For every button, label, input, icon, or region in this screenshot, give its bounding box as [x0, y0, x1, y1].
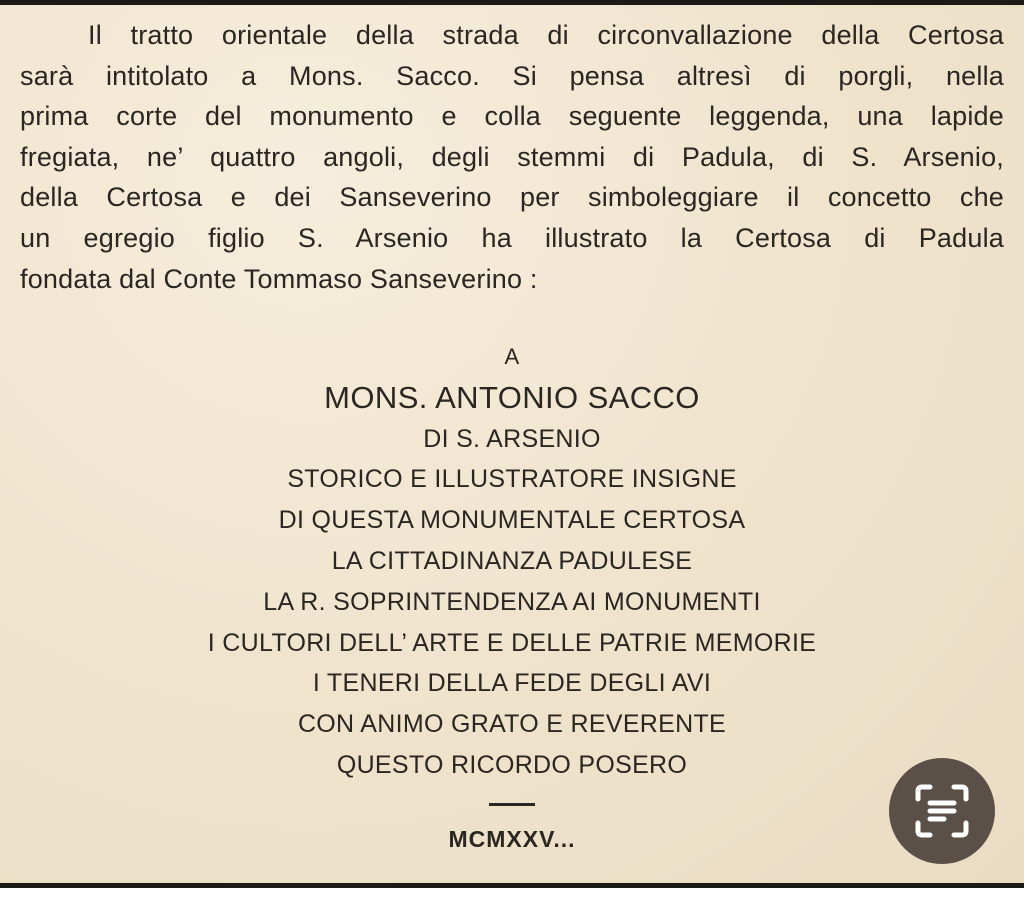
inscription-line: STORICO E ILLUSTRATORE INSIGNE	[287, 465, 737, 494]
paragraph-line: fregiata, ne’ quattro angoli, degli stemmi di Padula, di S. Arsenio,	[20, 141, 1004, 172]
paragraph-line: della Certosa e dei Sanseverino per simboleggiare il concetto che	[20, 182, 1004, 213]
inscription-line: DI S. ARSENIO	[423, 424, 601, 453]
inscription-line: I TENERI DELLA FEDE DEGLI AVI	[312, 669, 712, 698]
paragraph-line: sarà intitolato a Mons. Sacco. Si pensa altresì di porgli, nella	[20, 60, 1004, 91]
inscription-date: MCMXXV...	[448, 825, 576, 852]
inscription-line: I CULTORI DELL’ ARTE E DELLE PATRIE MEMORIE	[207, 628, 817, 657]
paragraph-line: un egregio figlio S. Arsenio ha illustrato la Certosa di Padula	[20, 222, 1004, 253]
paragraph-line: Il tratto orientale della strada di circonvallazione della Certosa	[88, 20, 1004, 50]
inscription-line: DI QUESTA MONUMENTALE CERTOSA	[278, 506, 746, 535]
inscription-line: LA CITTADINANZA PADULESE	[331, 546, 693, 575]
text-scan-button[interactable]	[889, 758, 995, 864]
divider-rule	[489, 803, 535, 806]
inscription-line: LA R. SOPRINTENDENZA AI MONUMENTI	[263, 587, 761, 616]
paragraph-line: prima corte del monumento e colla seguente leggenda, una lapide	[20, 101, 1004, 132]
paragraph-line: fondata dal Conte Tommaso Sanseverino :	[20, 263, 538, 294]
inscription-block	[0, 337, 1024, 853]
body-paragraph	[20, 15, 1004, 299]
inscription-line: CON ANIMO GRATO E REVERENTE	[297, 710, 727, 739]
inscription-line: QUESTO RICORDO POSERO	[336, 750, 688, 779]
inscription-line: MONS. ANTONIO SACCO	[324, 379, 700, 415]
inscription-line: A	[504, 344, 520, 369]
text-scan-icon	[910, 779, 974, 843]
